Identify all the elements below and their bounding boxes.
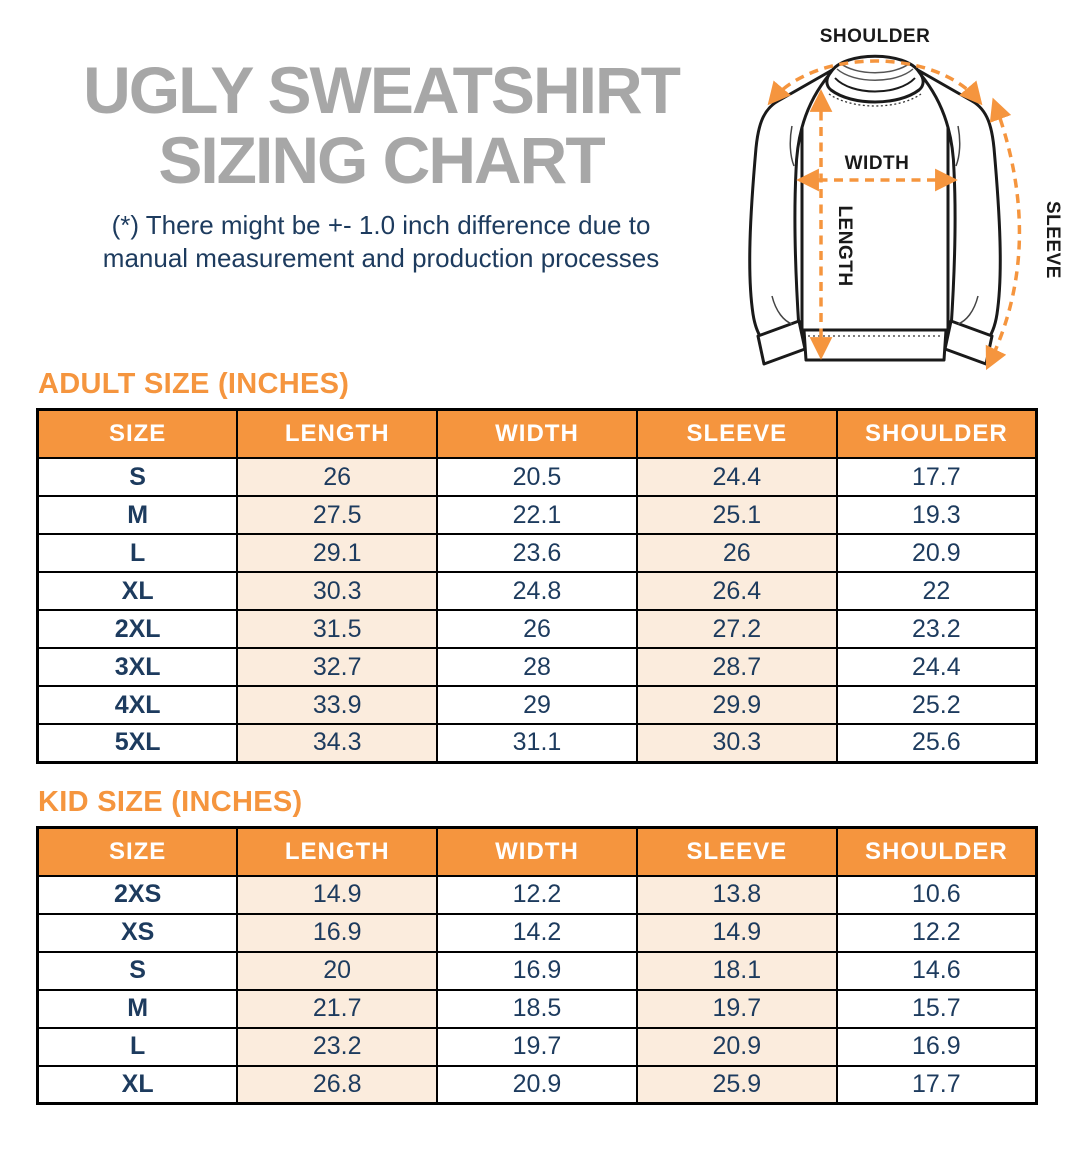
measurement-cell: 25.6 (837, 724, 1037, 762)
column-header-shoulder: SHOULDER (837, 827, 1037, 876)
measurement-cell: 19.3 (837, 496, 1037, 534)
kid-size-heading: KID SIZE (INCHES) (38, 785, 303, 818)
column-header-width: WIDTH (437, 410, 637, 459)
kid-size-table (36, 826, 1038, 1106)
column-header-size: SIZE (38, 410, 238, 459)
measurement-cell: 25.2 (837, 686, 1037, 724)
measurement-cell: 20.9 (437, 1066, 637, 1104)
table-row (38, 496, 1037, 534)
size-cell: S (38, 952, 238, 990)
measurement-cell: 18.1 (637, 952, 837, 990)
measurement-cell: 22.1 (437, 496, 637, 534)
measurement-cell: 31.1 (437, 724, 637, 762)
table-header-row (38, 827, 1037, 876)
disclaimer-note (28, 209, 734, 276)
measurement-cell: 29.9 (637, 686, 837, 724)
table-row (38, 1066, 1037, 1104)
measurement-cell: 24.8 (437, 572, 637, 610)
measurement-cell: 20 (237, 952, 437, 990)
size-cell: M (38, 496, 238, 534)
kid-size-section (36, 786, 1038, 1106)
size-cell: M (38, 990, 238, 1028)
measurement-cell: 26.8 (237, 1066, 437, 1104)
title-line-2: SIZING CHART (158, 122, 604, 197)
measurement-cell: 26 (637, 534, 837, 572)
table-row (38, 458, 1037, 496)
measurement-cell: 13.8 (637, 876, 837, 914)
size-cell: S (38, 458, 238, 496)
column-header-width: WIDTH (437, 827, 637, 876)
table-row (38, 648, 1037, 686)
measurement-cell: 17.7 (837, 1066, 1037, 1104)
column-header-sleeve: SLEEVE (637, 410, 837, 459)
measurement-cell: 18.5 (437, 990, 637, 1028)
size-cell: XS (38, 914, 238, 952)
measurement-cell: 28 (437, 648, 637, 686)
header-area (0, 0, 1074, 368)
measurement-cell: 30.3 (637, 724, 837, 762)
size-cell: L (38, 1028, 238, 1066)
measurement-cell: 19.7 (637, 990, 837, 1028)
measurement-cell: 14.6 (837, 952, 1037, 990)
measurement-cell: 30.3 (237, 572, 437, 610)
measurement-cell: 20.9 (837, 534, 1037, 572)
measurement-cell: 34.3 (237, 724, 437, 762)
measurement-cell: 14.9 (637, 914, 837, 952)
size-cell: XL (38, 1066, 238, 1104)
measurement-cell: 26 (437, 610, 637, 648)
measurement-cell: 25.9 (637, 1066, 837, 1104)
table-row (38, 990, 1037, 1028)
measurement-cell: 29.1 (237, 534, 437, 572)
table-row (38, 686, 1037, 724)
measurement-cell: 10.6 (837, 876, 1037, 914)
size-cell: L (38, 534, 238, 572)
disclaimer-line-1: (*) There might be +- 1.0 inch difference due to (111, 209, 651, 240)
size-cell: 2XL (38, 610, 238, 648)
measurement-cell: 20.5 (437, 458, 637, 496)
measurement-cell: 29 (437, 686, 637, 724)
table-header-row (38, 410, 1037, 459)
measurement-cell: 26.4 (637, 572, 837, 610)
measurement-cell: 17.7 (837, 458, 1037, 496)
disclaimer-line-2: manual measurement and production processes (102, 243, 660, 274)
size-cell: 2XS (38, 876, 238, 914)
adult-size-section (36, 368, 1038, 764)
measurement-cell: 12.2 (437, 876, 637, 914)
column-header-length: LENGTH (237, 827, 437, 876)
measurement-cell: 14.9 (237, 876, 437, 914)
measurement-cell: 31.5 (237, 610, 437, 648)
measurement-cell: 27.2 (637, 610, 837, 648)
table-row (38, 1028, 1037, 1066)
measurement-cell: 19.7 (437, 1028, 637, 1066)
measurement-cell: 23.6 (437, 534, 637, 572)
size-cell: 5XL (38, 724, 238, 762)
measurement-cell: 23.2 (837, 610, 1037, 648)
measurement-cell: 27.5 (237, 496, 437, 534)
measurement-cell: 25.1 (637, 496, 837, 534)
length-label: LENGTH (834, 205, 855, 287)
measurement-cell: 33.9 (237, 686, 437, 724)
table-row (38, 876, 1037, 914)
measurement-cell: 21.7 (237, 990, 437, 1028)
measurement-cell: 15.7 (837, 990, 1037, 1028)
title-block (28, 53, 734, 275)
sweatshirt-illustration (750, 56, 1001, 364)
sleeve-label: SLEEVE (1042, 201, 1063, 279)
measurement-cell: 24.4 (637, 458, 837, 496)
measurement-cell: 16.9 (237, 914, 437, 952)
size-cell: 3XL (38, 648, 238, 686)
measurement-cell: 28.7 (637, 648, 837, 686)
table-row (38, 610, 1037, 648)
size-cell: 4XL (38, 686, 238, 724)
measurement-cell: 23.2 (237, 1028, 437, 1066)
measurement-cell: 20.9 (637, 1028, 837, 1066)
measurement-cell: 22 (837, 572, 1037, 610)
title-line-1: UGLY SWEATSHIRT (83, 53, 679, 127)
column-header-size: SIZE (38, 827, 238, 876)
measurement-cell: 14.2 (437, 914, 637, 952)
table-row (38, 914, 1037, 952)
sweatshirt-measurement-diagram (732, 6, 1072, 396)
table-row (38, 952, 1037, 990)
measurement-cell: 24.4 (837, 648, 1037, 686)
measurement-cell: 12.2 (837, 914, 1037, 952)
table-row (38, 572, 1037, 610)
column-header-shoulder: SHOULDER (837, 410, 1037, 459)
measurement-cell: 32.7 (237, 648, 437, 686)
adult-size-heading: ADULT SIZE (INCHES) (38, 368, 350, 400)
measurement-cell: 16.9 (437, 952, 637, 990)
measurement-cell: 16.9 (837, 1028, 1037, 1066)
width-label: WIDTH (844, 153, 910, 174)
table-row (38, 724, 1037, 762)
size-cell: XL (38, 572, 238, 610)
column-header-sleeve: SLEEVE (637, 827, 837, 876)
column-header-length: LENGTH (237, 410, 437, 459)
page-title (28, 53, 734, 197)
adult-size-table (36, 408, 1038, 764)
measurement-cell: 26 (237, 458, 437, 496)
shoulder-label: SHOULDER (819, 26, 931, 47)
table-row (38, 534, 1037, 572)
